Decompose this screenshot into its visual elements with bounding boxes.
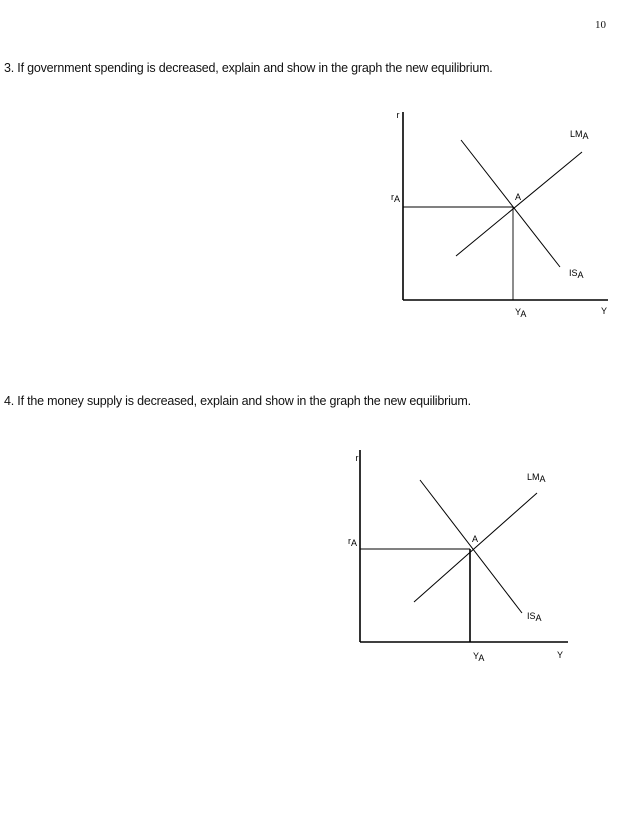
question-3-text: 3. If government spending is decreased, explain and show in the graph the new equilibrium.	[4, 61, 493, 75]
is-lm-graph-question-4	[340, 446, 580, 664]
x-axis-label: Y	[556, 650, 564, 660]
is-lm-graph-question-3	[386, 106, 616, 320]
x-axis-label: Y	[600, 306, 608, 316]
is-curve-label: ISA	[569, 268, 584, 280]
lm-curve	[456, 152, 582, 256]
equilibrium-r-label: rA	[391, 192, 401, 204]
equilibrium-y-label: YA	[473, 651, 485, 663]
y-axis-label: r	[355, 453, 359, 463]
lm-curve-label: LMA	[527, 472, 546, 484]
equilibrium-r-label: rA	[348, 536, 358, 548]
equilibrium-point-label: A	[515, 192, 522, 202]
y-axis-label: r	[396, 110, 400, 120]
question-4-text: 4. If the money supply is decreased, explain and show in the graph the new equilibrium.	[4, 394, 471, 408]
lm-curve-label: LMA	[570, 129, 589, 141]
equilibrium-y-label: YA	[515, 307, 527, 319]
is-curve	[461, 140, 560, 267]
is-curve	[420, 480, 522, 613]
lm-curve	[414, 493, 537, 602]
equilibrium-point-label: A	[472, 534, 479, 544]
is-curve-label: ISA	[527, 611, 542, 623]
page-number: 10	[595, 19, 606, 31]
